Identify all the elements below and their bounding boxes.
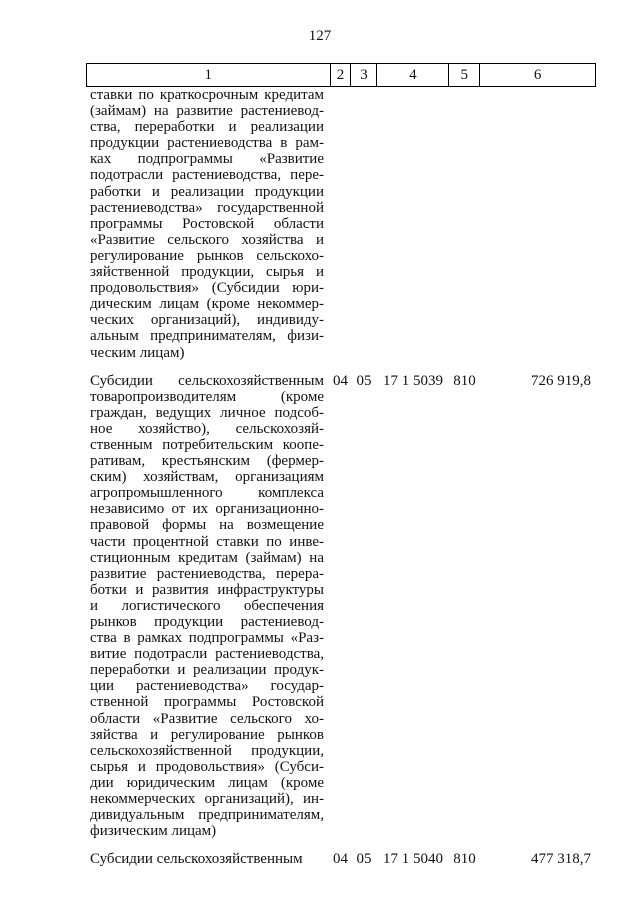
description-line: развитие растениеводства, перера- bbox=[90, 565, 324, 582]
expense-type-code bbox=[449, 87, 480, 361]
description-line: дии юридическим лицам (кроме bbox=[90, 774, 324, 791]
description-line: продовольствия» (Субсидии юри- bbox=[90, 280, 324, 297]
description-line: ции растениеводства» государ- bbox=[90, 678, 324, 695]
table-row bbox=[86, 373, 596, 840]
header-col-3: 3 bbox=[351, 64, 377, 86]
code-subsection bbox=[351, 87, 377, 361]
description-line: Субсидии сельскохозяйственным bbox=[90, 372, 324, 389]
description-line: ским) хозяйствам, организациям bbox=[90, 469, 324, 486]
target-article-code: 17 1 5039 bbox=[383, 372, 443, 389]
description-line: дическим лицам (кроме некоммер- bbox=[90, 296, 324, 313]
description-line: сельскохозяйственной продукции, bbox=[90, 742, 324, 759]
table-row bbox=[86, 851, 596, 867]
description-line: ботки и развития инфраструктуры bbox=[90, 581, 324, 598]
description-line: независимо от их организационно- bbox=[90, 501, 324, 518]
expense-type-code: 810 bbox=[453, 372, 476, 389]
description-line: зяйственной продукции, сырья и bbox=[90, 264, 324, 281]
description-line: растениеводства» государственной bbox=[90, 199, 324, 216]
description-line: программы Ростовской области bbox=[90, 215, 324, 232]
description-line: и логистического обеспечения bbox=[90, 597, 324, 614]
code-section: 04 bbox=[333, 851, 348, 868]
description-line: ческим лицам) bbox=[90, 344, 185, 361]
target-article-code bbox=[377, 87, 449, 361]
description-line: ства в рамках подпрограммы «Раз- bbox=[90, 630, 324, 647]
description-line: стиционным кредитам (займам) на bbox=[90, 549, 324, 566]
code-subsection: 05 bbox=[356, 851, 372, 868]
row-separator bbox=[86, 839, 596, 851]
code-section bbox=[330, 87, 351, 361]
description-line: работки и реализации продукции bbox=[90, 183, 324, 200]
description-line: регулирование рынков сельскохо- bbox=[90, 247, 324, 264]
header-col-6: 6 bbox=[533, 67, 542, 83]
description-line: области «Развитие сельского хо- bbox=[90, 710, 324, 727]
description-line: зяйства и регулирование рынков bbox=[90, 726, 324, 743]
description-line: ках подпрограммы «Развитие bbox=[90, 151, 324, 168]
description-line: правовой формы на возмещение bbox=[90, 517, 324, 534]
description-line: агропромышленного комплекса bbox=[90, 485, 324, 502]
description-line: граждан, ведущих личное подсоб- bbox=[90, 404, 324, 421]
description-line: ственным потребительским коопе- bbox=[90, 436, 324, 453]
target-article-code: 17 1 5040 bbox=[383, 851, 443, 868]
header-col-2: 2 bbox=[331, 64, 352, 86]
description-line: ства, переработки и реализации bbox=[90, 119, 324, 136]
description-line: некоммерческих организаций), ин- bbox=[90, 791, 324, 808]
amount bbox=[480, 87, 595, 361]
description-line: альным предпринимателям, физи- bbox=[90, 328, 324, 345]
table-row bbox=[86, 87, 596, 361]
code-section: 04 bbox=[333, 372, 348, 389]
description-line: продукции растениеводства в рам- bbox=[90, 135, 324, 152]
expense-type-code: 810 bbox=[453, 851, 476, 868]
description-line: витие подотрасли растениеводства, bbox=[90, 646, 324, 663]
description-line: физическим лицам) bbox=[90, 823, 217, 840]
row-description bbox=[86, 851, 330, 867]
description-line: рынков продукции растениевод- bbox=[90, 614, 324, 630]
description-line: «Развитие сельского хозяйства и bbox=[90, 231, 324, 248]
description-line: ное хозяйство), сельскохозяй- bbox=[90, 420, 324, 437]
description-line: ственной программы Ростовской bbox=[90, 694, 324, 711]
description-line: части процентной ставки по инве- bbox=[90, 533, 324, 550]
row-description bbox=[86, 87, 330, 361]
description-line: товаропроизводителям (кроме bbox=[90, 388, 324, 405]
description-line: ставки по краткосрочным кредитам bbox=[90, 87, 324, 103]
table-header bbox=[86, 63, 596, 87]
description-line: ческих организаций), индивиду- bbox=[90, 312, 324, 329]
description-line: ративам, крестьянским (фермер- bbox=[90, 453, 324, 470]
description-line: подотрасли растениеводства, пере- bbox=[90, 167, 324, 184]
table-body bbox=[86, 87, 596, 867]
description-line: Субсидии сельскохозяйственным bbox=[90, 851, 303, 868]
amount: 477 318,7 bbox=[531, 851, 591, 868]
page-number: 127 bbox=[308, 28, 332, 44]
code-subsection: 05 bbox=[356, 372, 372, 389]
description-line: сырья и продовольствия» (Субси- bbox=[90, 758, 324, 775]
description-line: (займам) на развитие растениевод- bbox=[90, 103, 324, 120]
header-col-4: 4 bbox=[377, 64, 449, 86]
amount: 726 919,8 bbox=[531, 372, 591, 389]
description-line: дивидуальным предпринимателям, bbox=[90, 807, 324, 824]
budget-table bbox=[86, 63, 596, 867]
row-description bbox=[86, 373, 330, 840]
header-col-1: 1 bbox=[87, 64, 331, 86]
row-separator bbox=[86, 361, 596, 373]
header-col-5: 5 bbox=[449, 64, 480, 86]
description-line: переработки и реализации продук- bbox=[90, 662, 324, 679]
